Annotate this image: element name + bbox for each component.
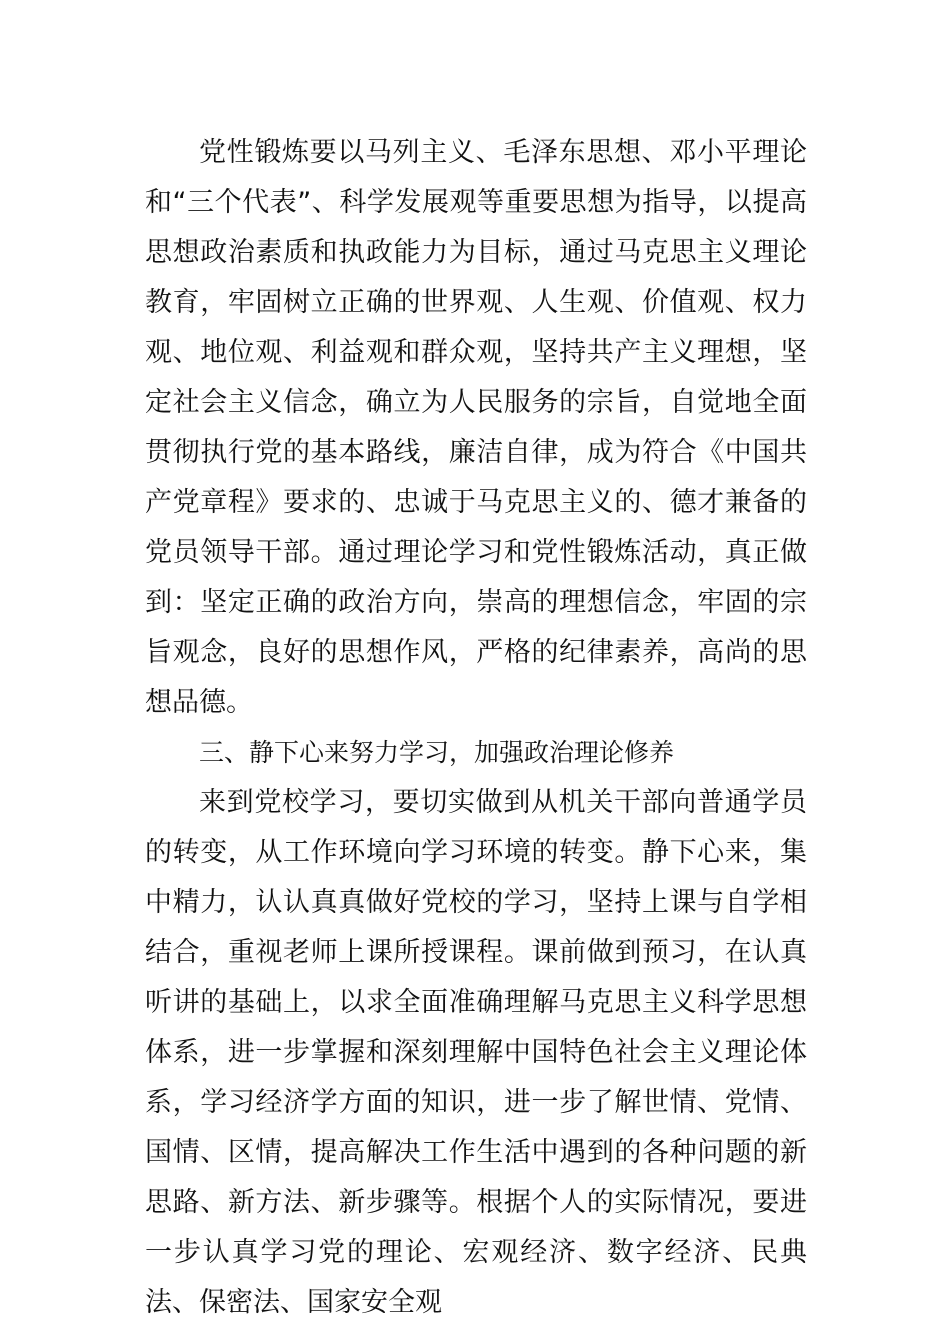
paragraph-study: 来到党校学习，要切实做到从机关干部向普通学员的转变，从工作环境向学习环境的转变。静下心来，集中精力，认认真真做好党校的学习，坚持上课与自学相结合，重视老师上课所授课程。课前做到预习，在认真听讲的基础上，以求全面准确理解马克思主义科学思想体系，进一步掌握和深刻理解中国特色社会主义理论体系，学习经济学方面的知识，进一步了解世情、党情、国情、区情，提高解决工作生活中遇到的各种问题的新思路、新方法、新步骤等。根据个人的实际情况，要进一步认真学习党的理论、宏观经济、数字经济、民典法、保密法、国家安全观: [145, 787, 807, 1318]
section-heading: 三、静下心来努力学习，加强政治理论修养: [199, 738, 675, 767]
document-body: [145, 128, 807, 1328]
paragraph-party-spirit: 党性锻炼要以马列主义、毛泽东思想、邓小平理论和“三个代表”、科学发展观等重要思想为指导，以提高思想政治素质和执政能力为目标，通过马克思主义理论教育，牢固树立正确的世界观、人生观、价值观、权力观、地位观、利益观和群众观，坚持共产主义理想，坚定社会主义信念，确立为人民服务的宗旨，自觉地全面贯彻执行党的基本路线，廉洁自律，成为符合《中国共产党章程》要求的、忠诚于马克思主义的、德才兼备的党员领导干部。通过理论学习和党性锻炼活动，真正做到：坚定正确的政治方向，崇高的理想信念，牢固的宗旨观念，良好的思想作风，严格的纪律素养，高尚的思想品德。: [145, 137, 807, 718]
